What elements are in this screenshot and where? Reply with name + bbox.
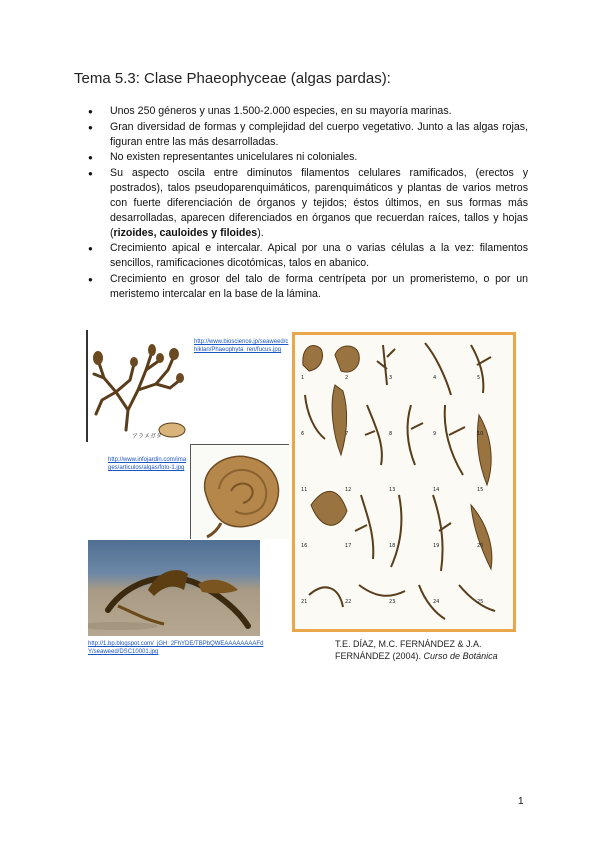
- figure-link-1[interactable]: http://www.bioscience.jp/seaweed/chiklan/Phaeophyta_ren/fucus.jpg: [194, 339, 289, 353]
- plate-number-label: 21: [301, 599, 308, 605]
- fig1-caption: アラメガタ: [132, 433, 162, 440]
- fucus-receptacle-drawing: [156, 418, 188, 440]
- plate-number-label: 15: [477, 487, 484, 493]
- bullet-text: ).: [257, 226, 264, 239]
- list-item: ● Unos 250 géneros y unas 1.500-2.000 especies, en su mayoría marinas.: [88, 104, 528, 119]
- plate-number-label: 10: [477, 431, 484, 437]
- page-number: 1: [518, 796, 524, 807]
- plate-number-label: 19: [433, 543, 440, 549]
- plate-number-label: 24: [433, 599, 440, 605]
- plate-number-label: 7: [345, 431, 349, 437]
- list-item: ● Crecimiento en grosor del talo de forma centrípeta por un promeristemo, o por un meristemo intercalar en la base de la lámina.: [88, 272, 528, 302]
- plate-illustrations: [295, 335, 513, 629]
- plate-number-label: 13: [389, 487, 396, 493]
- plate-number-label: 20: [477, 543, 484, 549]
- credit-authors: T.E. DÍAZ, M.C. FERNÁNDEZ & J.A. FERNÁNDEZ (2004).: [335, 639, 482, 661]
- plate-number-label: 9: [433, 431, 437, 437]
- credit-book-title: Curso de Botánica: [423, 651, 498, 661]
- plate-number-label: 22: [345, 599, 352, 605]
- plate-number-label: 11: [301, 487, 308, 493]
- plate-number-label: 4: [433, 375, 437, 381]
- list-item: ● No existen representantes unicelulares ni coloniales.: [88, 150, 528, 165]
- figure-link-3[interactable]: http://1.bp.blogspot.com/_jGH_2FhYDE/TBPbQWEAAAAAAAAFdY/seaweed/DSC10001.jpg: [88, 641, 264, 655]
- bold-term: rizoides, cauloides y filoides: [113, 226, 258, 239]
- plate-number-label: 1: [301, 375, 305, 381]
- plate-number-label: 8: [389, 431, 393, 437]
- bullet-text: Su aspecto oscila entre diminutos filamentos celulares ramificados, (erectos y postrados), talos pseudoparenquimáticos, parenquimáticos y plantas de varios metros con fuerte diferenciación de órganos y tejidos; éstos últimos, en sus formas más desarrolladas, aparecen diferenciados en órganos que recuerdan raíces, tallos y hojas (: [110, 166, 528, 239]
- bullet-list: [88, 104, 528, 302]
- padina-photo: [190, 444, 289, 539]
- plate-number-label: 17: [345, 543, 352, 549]
- kelp-beach-photo: [88, 540, 260, 636]
- plate-number-label: 16: [301, 543, 308, 549]
- list-item: ● Gran diversidad de formas y complejidad del cuerpo vegetativo. Junto a las algas rojas, figuran entre las más desarrolladas.: [88, 120, 528, 150]
- plate-number-label: 6: [301, 431, 305, 437]
- plate-number-label: 25: [477, 599, 484, 605]
- plate-number-label: 18: [389, 543, 396, 549]
- page-title: Tema 5.3: Clase Phaeophyceae (algas pardas):: [74, 70, 391, 87]
- plate-number-label: 12: [345, 487, 352, 493]
- figure-credit: [335, 638, 535, 662]
- algae-plate: [292, 332, 516, 632]
- plate-number-label: 14: [433, 487, 440, 493]
- list-item: [88, 166, 528, 241]
- plate-number-label: 3: [389, 375, 393, 381]
- figure-link-2[interactable]: http://www.infojardin.com/images/articulos/algas/foto-1.jpg: [108, 457, 187, 471]
- list-item: ● Crecimiento apical e intercalar. Apical por una o varias células a la vez: filamentos sencillos, ramificaciones dicotómicas, talos en abanico.: [88, 241, 528, 271]
- plate-number-label: 23: [389, 599, 396, 605]
- plate-number-label: 2: [345, 375, 349, 381]
- plate-number-label: 5: [477, 375, 481, 381]
